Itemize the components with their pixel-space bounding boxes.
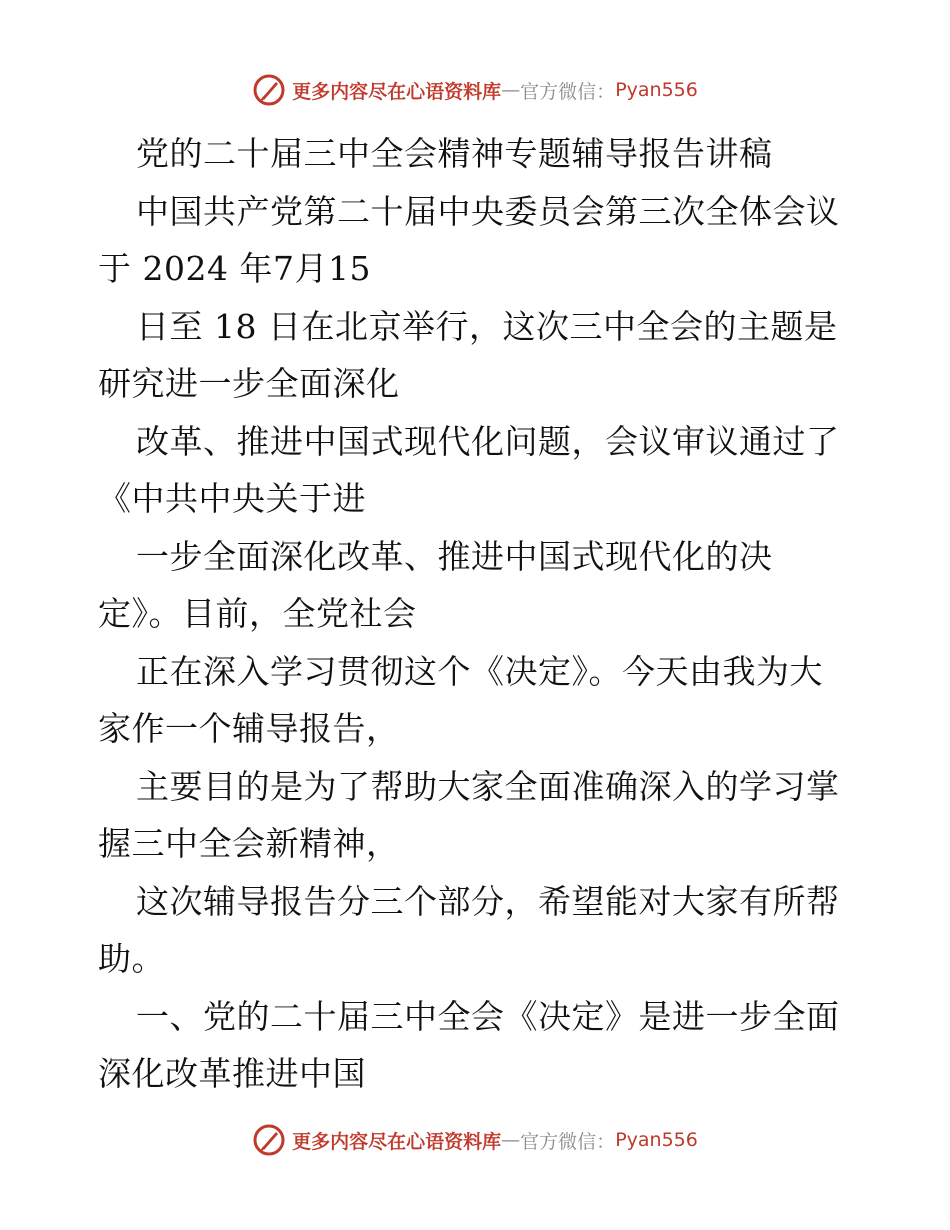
banner-separator: —	[501, 1129, 521, 1151]
paragraph-line: 主要目的是为了帮助大家全面准确深入的学习掌	[136, 766, 840, 806]
banner-wechat-id: Pyan556	[615, 79, 698, 101]
banner-wechat-label: 官方微信：	[520, 80, 616, 103]
paragraph-line: 家作一个辅导报告，	[98, 709, 400, 748]
paragraph-line: 握三中全会新精神，	[98, 824, 400, 863]
paragraph-line: 中国共产党第二十届中央委员会第三次全体会议	[136, 191, 840, 231]
banner-wechat-id: Pyan556	[615, 1129, 698, 1151]
document-body	[98, 125, 858, 1103]
banner-brand-text: 更多内容尽在心语资料库	[292, 1130, 502, 1153]
paragraph-line: 定》。目前，全党社会	[98, 594, 417, 633]
paragraph-line: 正在深入学习贯彻这个《决定》。今天由我为大	[136, 651, 823, 691]
header-watermark-banner	[0, 70, 950, 110]
footer-watermark-banner	[0, 1120, 950, 1160]
paragraph-line: 于 2024 年7月15	[98, 249, 371, 288]
paragraph-line: 研究进一步全面深化	[98, 364, 400, 403]
paragraph-line: 助。	[98, 939, 165, 978]
paragraph-line: 日至 18 日在北京举行，这次三中全会的主题是	[136, 306, 838, 346]
paragraph-line: 这次辅导报告分三个部分，希望能对大家有所帮	[136, 881, 840, 921]
banner-separator: —	[501, 79, 521, 101]
banner-brand-text: 更多内容尽在心语资料库	[292, 80, 502, 103]
quill-logo-icon	[252, 73, 286, 107]
quill-logo-icon	[252, 1123, 286, 1157]
document-title: 党的二十届三中全会精神专题辅导报告讲稿	[136, 134, 773, 173]
section-heading-line: 深化改革推进中国	[98, 1054, 366, 1093]
banner-wechat-label: 官方微信：	[520, 1130, 616, 1153]
paragraph-line: 改革、推进中国式现代化问题，会议审议通过了	[136, 421, 840, 461]
paragraph-line: 《中共中央关于进	[98, 479, 366, 518]
section-heading-line: 一、党的二十届三中全会《决定》是进一步全面	[136, 996, 840, 1036]
paragraph-line: 一步全面深化改革、推进中国式现代化的决	[136, 536, 773, 576]
